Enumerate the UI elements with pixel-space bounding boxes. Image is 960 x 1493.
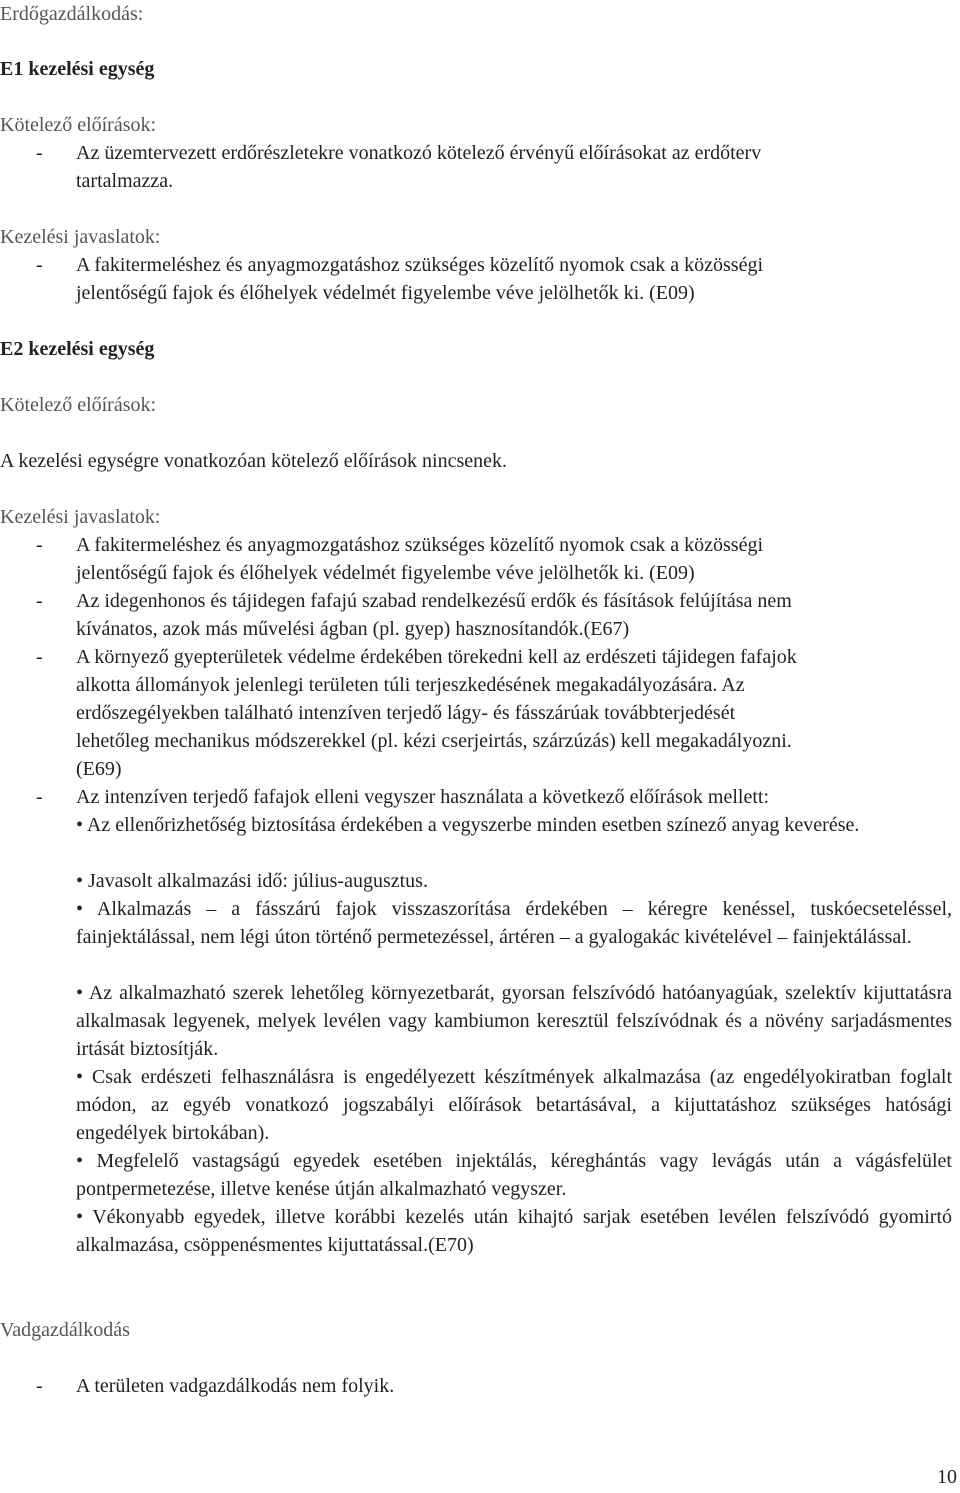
e2-item-3-line-2: alkotta állományok jelenlegi területen túli terjeszkedésének megakadályozására. Az bbox=[76, 674, 745, 696]
e1-recommend-label: Kezelési javaslatok: bbox=[0, 226, 161, 248]
e2-item-3-line-3: erdőszegélyekben található intenzíven terjedő lágy- és fásszárúak továbbterjedését bbox=[76, 702, 736, 724]
bullet-mark: • bbox=[76, 814, 84, 836]
bullet-item-1 bbox=[76, 811, 952, 839]
bullet-mark: • bbox=[76, 982, 84, 1004]
bullet-mark: • bbox=[76, 898, 84, 920]
dash-marker: - bbox=[36, 254, 43, 276]
bullet-text: Megfelelő vastagságú egyedek esetében injektálás, kéreghántás vagy levágás után a vágásfelület pontpermetezése, illetve kenése útján alkalmazható vegyszer. bbox=[76, 1150, 952, 1200]
e1-mandatory-label: Kötelező előírások: bbox=[0, 114, 157, 136]
dash-marker: - bbox=[36, 646, 43, 668]
e2-item-1-line-1: A fakitermeléshez és anyagmozgatáshoz szükséges közelítő nyomok csak a közösségi bbox=[76, 534, 764, 556]
dash-marker: - bbox=[36, 142, 43, 164]
bullet-item-7 bbox=[76, 1203, 952, 1259]
dash-marker: - bbox=[36, 786, 43, 808]
dash-marker: - bbox=[36, 534, 43, 556]
bullet-text: Csak erdészeti felhasználásra is engedélyezett készítmények alkalmazása (az engedélyokiratban foglalt módon, az egyéb vonatkozó jogszabályi előírások betartásával, a kijuttatáshoz szükséges hatósági engedélyek birtokában). bbox=[76, 1066, 952, 1144]
e2-item-1-line-2: jelentőségű fajok és élőhelyek védelmét figyelembe véve jelölhetők ki. (E09) bbox=[76, 562, 695, 584]
vad-item bbox=[0, 1372, 960, 1400]
e2-item-4-line-1: Az intenzíven terjedő fafajok elleni vegyszer használata a következő előírások mellett: bbox=[76, 786, 770, 808]
e1-mandatory-line-2: tartalmazza. bbox=[76, 170, 174, 192]
e2-item-3 bbox=[0, 643, 960, 783]
bullet-mark: • bbox=[76, 1150, 84, 1172]
section-heading-erdogazdalkodas: Erdőgazdálkodás: bbox=[0, 3, 144, 25]
bullet-mark: • bbox=[76, 1206, 84, 1228]
bullet-item-5 bbox=[76, 1063, 952, 1147]
e2-mandatory-label: Kötelező előírások: bbox=[0, 394, 157, 416]
bullet-item-2 bbox=[76, 867, 952, 895]
bullet-item-6 bbox=[76, 1147, 952, 1203]
e1-mandatory-line-1: Az üzemtervezett erdőrészletekre vonatkozó kötelező érvényű előírásokat az erdőterv bbox=[76, 142, 762, 164]
e1-recommend-line-1: A fakitermeléshez és anyagmozgatáshoz szükséges közelítő nyomok csak a közösségi bbox=[76, 254, 764, 276]
bullet-mark: • bbox=[76, 870, 84, 892]
e2-item-4 bbox=[0, 783, 960, 811]
bullet-text: Vékonyabb egyedek, illetve korábbi kezelés után kihajtó sarjak esetében levélen felszívódó gyomirtó alkalmazása, csöppenésmentes kijuttatással.(E70) bbox=[76, 1206, 953, 1256]
e2-item-2 bbox=[0, 587, 960, 643]
e1-recommend-line-2: jelentőségű fajok és élőhelyek védelmét figyelembe véve jelölhetők ki. (E09) bbox=[76, 282, 695, 304]
e2-title: E2 kezelési egység bbox=[0, 338, 155, 360]
e2-item-2-line-2: kívánatos, azok más művelési ágban (pl. gyep) hasznosítandók.(E67) bbox=[76, 618, 630, 640]
section-heading-vadgazdalkodas: Vadgazdálkodás bbox=[0, 1319, 130, 1341]
e2-item-2-line-1: Az idegenhonos és tájidegen fafajú szabad rendelkezésű erdők és fásítások felújítása nem bbox=[76, 590, 792, 612]
e1-mandatory-item bbox=[0, 139, 960, 195]
bullet-text: Az alkalmazható szerek lehetőleg környezetbarát, gyorsan felszívódó hatóanyagúak, szelektív kijuttatásra alkalmasak legyenek, melyek levélen vagy kambiumon keresztül felszívódnak és a növény sarjadásmentes irtását biztosítják. bbox=[76, 982, 952, 1060]
dash-marker: - bbox=[36, 590, 43, 612]
e2-item-3-line-4: lehetőleg mechanikus módszerekkel (pl. kézi cserjeirtás, szárzúzás) kell megakadályozni. bbox=[76, 730, 792, 752]
bullet-text: Alkalmazás – a fásszárú fajok visszaszorítása érdekében – kéregre kenéssel, tuskóecseteléssel, fainjektálással, nem légi úton történő permetezéssel, ártéren – a gyalogakác kivételével – fainjektálással. bbox=[76, 898, 952, 948]
page-number: 10 bbox=[937, 1466, 957, 1488]
e2-item-1 bbox=[0, 531, 960, 587]
e2-item-3-line-1: A környező gyepterületek védelme érdekében törekedni kell az erdészeti tájidegen fafajok bbox=[76, 646, 797, 668]
bullet-text: Az ellenőrizhetőség biztosítása érdekében a vegyszerbe minden esetben színező anyag keverése. bbox=[86, 814, 860, 836]
bullet-text: Javasolt alkalmazási idő: július-augusztus. bbox=[88, 870, 428, 892]
e1-title: E1 kezelési egység bbox=[0, 58, 155, 80]
e2-item-3-line-5: (E69) bbox=[76, 758, 122, 780]
bullet-mark: • bbox=[76, 1066, 84, 1088]
bullet-item-4 bbox=[76, 979, 952, 1063]
e2-recommend-label: Kezelési javaslatok: bbox=[0, 506, 161, 528]
vad-item-text: A területen vadgazdálkodás nem folyik. bbox=[76, 1375, 395, 1397]
bullet-item-3 bbox=[76, 895, 952, 951]
e2-mandatory-text: A kezelési egységre vonatkozóan kötelező előírások nincsenek. bbox=[0, 450, 508, 472]
e1-recommend-item bbox=[0, 251, 960, 307]
dash-marker: - bbox=[36, 1375, 43, 1397]
